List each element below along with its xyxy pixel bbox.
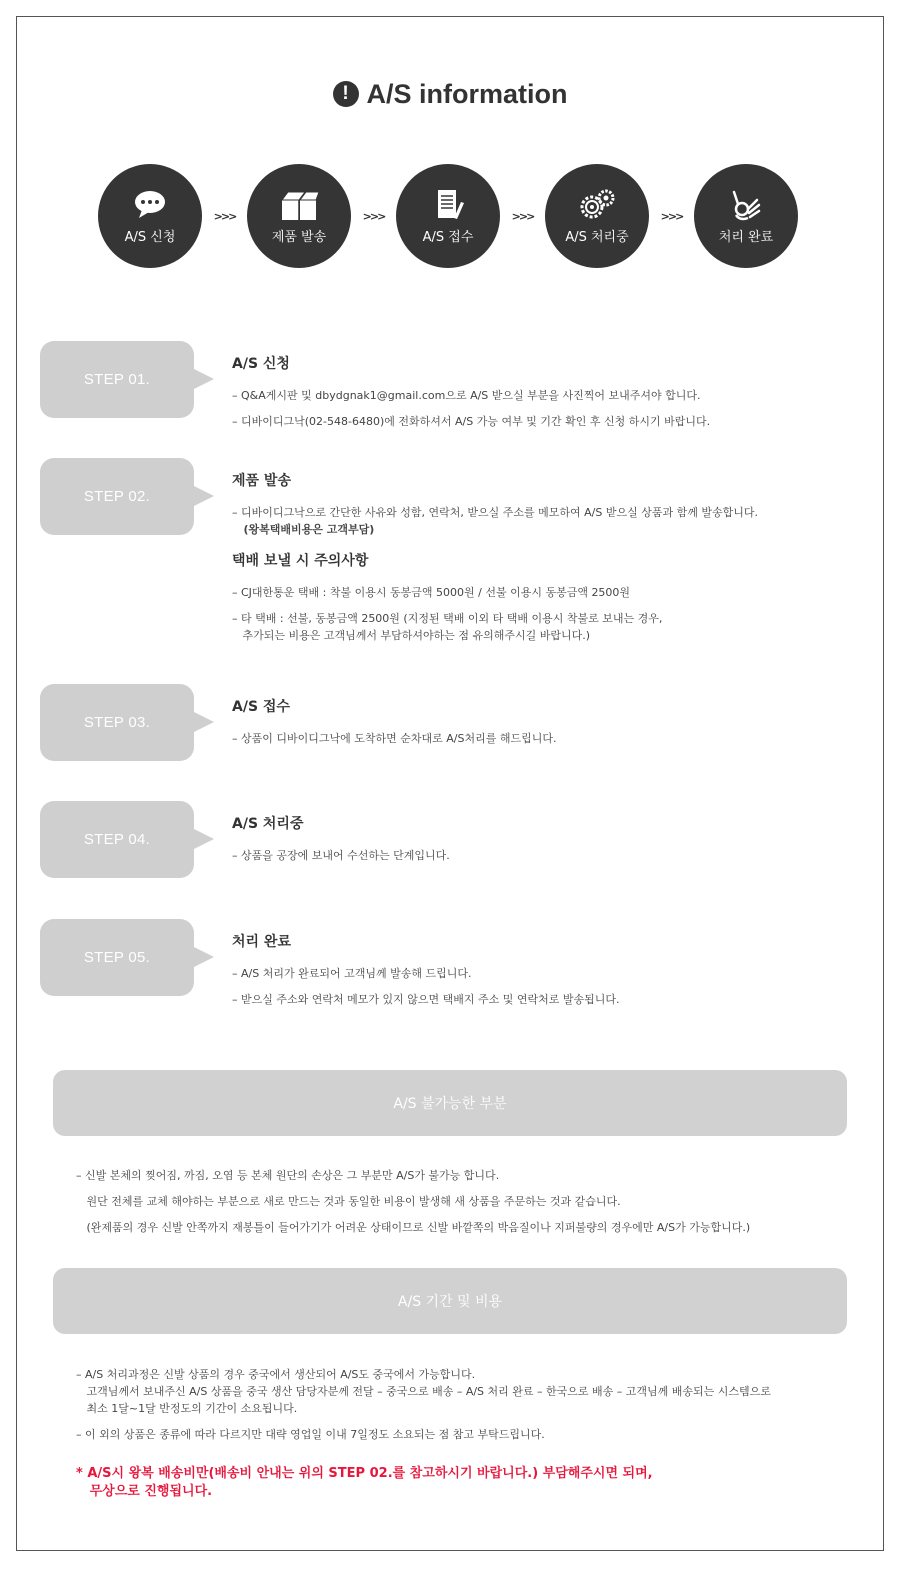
step-line: – 타 택배 : 선불, 동봉금액 2500원 (지정된 택배 이외 타 택배 이용시 착불로 보내는 경우, 추가되는 비용은 고객님께서 부담하셔야하는 점 유의해주시길 바랍니다.): [232, 612, 663, 642]
step-content: [232, 696, 852, 756]
step-line: – 상품을 공장에 보내어 수선하는 단계입니다.: [232, 849, 450, 862]
step-line: – 상품이 디바이디그낙에 도착하면 순차대로 A/S처리를 해드립니다.: [232, 732, 557, 745]
period-text: [76, 1366, 836, 1501]
process-label: A/S 신청: [124, 229, 176, 245]
step-badge: STEP 05.: [40, 919, 194, 996]
process-step-complete: [694, 164, 798, 268]
chevrons-icon: >>>: [660, 209, 683, 223]
step-line: – 받으실 주소와 연락처 메모가 있지 않으면 택배지 주소 및 연락처로 발송됩니다.: [232, 993, 620, 1006]
sec-line: – 이 외의 상품은 종류에 따라 다르지만 대략 영업일 이내 7일정도 소요되는 점 참고 부탁드립니다.: [76, 1428, 545, 1441]
step-badge: STEP 02.: [40, 458, 194, 535]
process-step-processing: [545, 164, 649, 268]
step-line: – CJ대한통운 택배 : 착불 이용시 동봉금액 5000원 / 선불 이용시 동봉금액 2500원: [232, 586, 631, 599]
free-service-notice: * A/S시 왕복 배송비만(배송비 안내는 위의 STEP 02.를 참고하시기 바랍니다.) 부담해주시면 되며, 무상으로 진행됩니다.: [76, 1466, 653, 1499]
process-label: A/S 접수: [422, 229, 474, 245]
step-note: (왕복택배비용은 고객부담): [232, 523, 375, 536]
step-content: [232, 353, 852, 439]
step-line: – 디바이디그낙(02-548-6480)에 전화하셔서 A/S 가능 여부 및 기간 확인 후 신청 하시기 바랍니다.: [232, 415, 711, 428]
step-badge: STEP 04.: [40, 801, 194, 878]
step-content: [232, 470, 852, 653]
unavailable-banner: A/S 불가능한 부분: [53, 1070, 847, 1136]
process-label: 처리 완료: [718, 229, 774, 245]
unavailable-text: [76, 1167, 836, 1236]
step-title: A/S 접수: [232, 699, 290, 715]
document-pen-icon: [428, 188, 468, 222]
period-banner: A/S 기간 및 비용: [53, 1268, 847, 1334]
chevrons-icon: >>>: [213, 209, 236, 223]
process-step-receive: [396, 164, 500, 268]
step-content: [232, 813, 852, 873]
sec-line: – A/S 처리과정은 신발 상품의 경우 중국에서 생산되어 A/S도 중국에서 가능합니다. 고객님께서 보내주신 A/S 상품을 중국 생산 담당자분께 전달 – 중국으로 배송 – A/S 처리 완료 – 한국으로 배송 – 고객님께 배송되는 시스템으로 최소 1달~1달 반정도의 기간이 소요됩니다.: [76, 1368, 771, 1415]
step-title: 처리 완료: [232, 934, 291, 950]
process-label: A/S 처리중: [565, 229, 629, 245]
exclamation-icon: !: [333, 81, 359, 107]
ok-hand-icon: [726, 188, 766, 222]
chevrons-icon: >>>: [362, 209, 385, 223]
step-title: A/S 처리중: [232, 816, 304, 832]
step-line: – 디바이디그낙으로 간단한 사유와 성함, 연락처, 받으실 주소를 메모하여 A/S 받으실 상품과 함께 발송합니다.: [232, 506, 758, 519]
step-title: 제품 발송: [232, 473, 291, 489]
speech-bubble-icon: [130, 188, 170, 222]
title-text: A/S information: [366, 78, 568, 109]
step-badge: STEP 01.: [40, 341, 194, 418]
process-step-ship: [247, 164, 351, 268]
process-flow: [98, 164, 798, 268]
step-subtitle: 택배 보낼 시 주의사항: [232, 553, 369, 569]
chevrons-icon: >>>: [511, 209, 534, 223]
sec-line: – 신발 본체의 찢어짐, 까짐, 오염 등 본체 원단의 손상은 그 부분만 A/S가 불가능 합니다.: [76, 1169, 500, 1182]
step-title: A/S 신청: [232, 356, 290, 372]
boxes-icon: [279, 188, 319, 222]
step-content: [232, 931, 852, 1017]
gears-icon: [577, 188, 617, 222]
step-badge: STEP 03.: [40, 684, 194, 761]
step-line: – Q&A게시판 및 dbydgnak1@gmail.com으로 A/S 받으실 부분을 사진찍어 보내주셔야 합니다.: [232, 389, 701, 402]
sec-line: 원단 전체를 교체 해야하는 부분으로 새로 만드는 것과 동일한 비용이 발생해 새 상품을 주문하는 것과 같습니다.: [76, 1195, 621, 1208]
process-step-apply: [98, 164, 202, 268]
page-title: [0, 74, 900, 114]
process-label: 제품 발송: [271, 229, 327, 245]
step-line: – A/S 처리가 완료되어 고객님께 발송해 드립니다.: [232, 967, 472, 980]
sec-line: (완제품의 경우 신발 안쪽까지 재봉틀이 들어가기가 어려운 상태이므로 신발 바깥쪽의 박음질이나 지퍼불량의 경우에만 A/S가 가능합니다.): [76, 1221, 751, 1234]
